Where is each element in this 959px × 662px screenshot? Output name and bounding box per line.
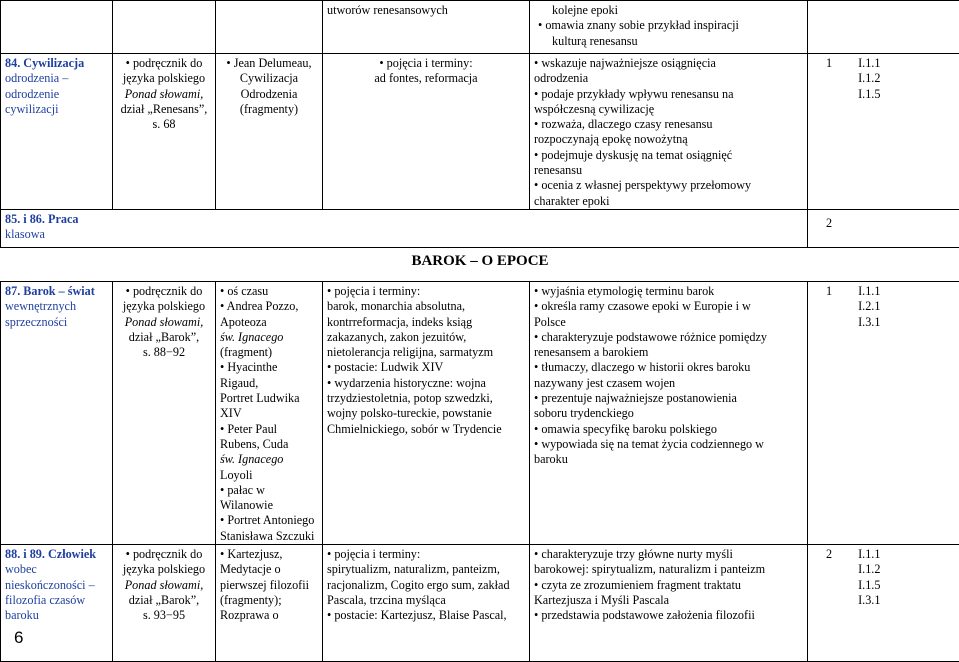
goals-line: • wyjaśnia etymologię terminu barok bbox=[534, 284, 803, 299]
section-row bbox=[1, 247, 959, 281]
goals-line: • wskazuje najważniejsze osiągnięcia bbox=[534, 56, 803, 71]
texts-line: św. Ignacego bbox=[220, 452, 318, 467]
table-row bbox=[1, 209, 959, 247]
textbook-line: języka polskiego bbox=[117, 562, 211, 577]
goals-cell bbox=[530, 54, 808, 210]
texts-cell bbox=[216, 1, 323, 54]
texts-line: • Peter Paul bbox=[220, 422, 318, 437]
textbook-line: Ponad słowami, bbox=[117, 87, 211, 102]
texts-line: Odrodzenia bbox=[220, 87, 318, 102]
goals-line: barokowej: spirytualizm, naturalizm i panteizm bbox=[534, 562, 803, 577]
texts-line: Apoteoza bbox=[220, 315, 318, 330]
table-row bbox=[1, 545, 959, 662]
lesson-title-line: sprzeczności bbox=[5, 315, 108, 330]
texts-line: • Portret Antoniego bbox=[220, 513, 318, 528]
goals-cell bbox=[530, 281, 808, 544]
section-title bbox=[1, 247, 959, 281]
terms-line: barok, monarchia absolutna, bbox=[327, 299, 525, 314]
texts-line: Rozprawa o bbox=[220, 608, 318, 623]
code-item: I.3.1 bbox=[858, 315, 880, 330]
terms-line: zakazanych, zakon jezuitów, bbox=[327, 330, 525, 345]
goals-line: • przedstawia podstawowe założenia filozofii bbox=[534, 608, 803, 623]
terms-cell bbox=[323, 1, 530, 54]
lesson-title-line: klasowa bbox=[5, 227, 109, 242]
lesson-title-line: cywilizacji bbox=[5, 102, 108, 117]
textbook-line: dział „Barok”, bbox=[117, 330, 211, 345]
terms-line: utworów renesansowych bbox=[327, 3, 525, 18]
lesson-title-line: 84. Cywilizacja bbox=[5, 56, 108, 71]
goals-line: kolejne epoki bbox=[552, 3, 803, 18]
texts-line: Portret Ludwika bbox=[220, 391, 318, 406]
goals-line: • charakteryzuje podstawowe różnice pomiędzy bbox=[534, 330, 803, 345]
lesson-cell bbox=[1, 1, 113, 54]
texts-cell bbox=[216, 545, 323, 662]
code-item: I.1.5 bbox=[858, 578, 880, 593]
goals-line: współczesną cywilizację bbox=[534, 102, 803, 117]
page-number: 6 bbox=[14, 630, 23, 645]
goals-line: • prezentuje najważniejsze postanowienia bbox=[534, 391, 803, 406]
lesson-title-line: 85. i 86. Praca bbox=[5, 212, 109, 227]
textbook-cell bbox=[113, 54, 216, 210]
texts-line: Rubens, Cuda bbox=[220, 437, 318, 452]
textbook-line: • podręcznik do bbox=[117, 284, 211, 299]
goals-line: Kartezjusza i Myśli Pascala bbox=[534, 593, 803, 608]
code-item: I.1.2 bbox=[858, 562, 880, 577]
textbook-line: s. 68 bbox=[117, 117, 211, 132]
textbook-line: Ponad słowami, bbox=[117, 315, 211, 330]
goals-line: charakter epoki bbox=[534, 194, 803, 209]
terms-line: • pojęcia i terminy: bbox=[327, 284, 525, 299]
terms-line: Pascala, trzcina myśląca bbox=[327, 593, 525, 608]
terms-line: • pojęcia i terminy: bbox=[327, 547, 525, 562]
lesson-cell bbox=[1, 209, 113, 247]
texts-line: • oś czasu bbox=[220, 284, 318, 299]
terms-line: kontrreformacja, indeks ksiąg bbox=[327, 315, 525, 330]
lesson-title-line: 88. i 89. Człowiek bbox=[5, 547, 108, 562]
goals-line: • charakteryzuje trzy główne nurty myśli bbox=[534, 547, 803, 562]
goals-line: • określa ramy czasowe epoki w Europie i w bbox=[534, 299, 803, 314]
code-item: I.1.5 bbox=[858, 87, 880, 102]
lesson-title-line: wewnętrznych bbox=[5, 299, 108, 314]
hours-codes-cell bbox=[808, 1, 959, 54]
goals-cell bbox=[530, 545, 808, 662]
terms-line: • postacie: Ludwik XIV bbox=[327, 360, 525, 375]
goals-line: • podaje przykłady wpływu renesansu na bbox=[534, 87, 803, 102]
textbook-line: języka polskiego bbox=[117, 71, 211, 86]
hours-value: 2 bbox=[826, 216, 832, 231]
goals-line: rozpoczynają epokę nowożytną bbox=[534, 132, 803, 147]
terms-line: nietolerancja religijna, sarmatyzm bbox=[327, 345, 525, 360]
hours-codes-cell bbox=[808, 281, 959, 544]
code-item: I.1.2 bbox=[858, 71, 880, 86]
terms-line: racjonalizm, Cogito ergo sum, zakład bbox=[327, 578, 525, 593]
goals-line: • wypowiada się na temat życia codziennego w bbox=[534, 437, 803, 452]
terms-line: ad fontes, reformacja bbox=[327, 71, 525, 86]
hours-codes-cell bbox=[808, 209, 959, 247]
goals-line: • czyta ze zrozumieniem fragment traktatu bbox=[534, 578, 803, 593]
hours-codes-cell bbox=[808, 545, 959, 662]
lesson-cell bbox=[1, 54, 113, 210]
hours-codes-cell bbox=[808, 54, 959, 210]
table-row bbox=[1, 281, 959, 544]
lesson-title-line: wobec bbox=[5, 562, 108, 577]
terms-line: spirytualizm, naturalizm, panteizm, bbox=[327, 562, 525, 577]
texts-cell bbox=[216, 54, 323, 210]
terms-line: wojny polsko-tureckie, powstanie bbox=[327, 406, 525, 421]
texts-line: • pałac w bbox=[220, 483, 318, 498]
terms-line: trzydziestoletnia, potop szwedzki, bbox=[327, 391, 525, 406]
code-item: I.3.1 bbox=[858, 593, 880, 608]
goals-line: • rozważa, dlaczego czasy renesansu bbox=[534, 117, 803, 132]
lesson-title-line: filozofia czasów bbox=[5, 593, 108, 608]
texts-line: św. Ignacego bbox=[220, 330, 318, 345]
goals-line: renesansem a barokiem bbox=[534, 345, 803, 360]
texts-line: • Kartezjusz, bbox=[220, 547, 318, 562]
texts-line: (fragment) bbox=[220, 345, 318, 360]
goals-line: baroku bbox=[534, 452, 803, 467]
goals-line: renesansu bbox=[534, 163, 803, 178]
textbook-line: Ponad słowami, bbox=[117, 578, 211, 593]
texts-line: Stanisława Szczuki bbox=[220, 529, 318, 544]
textbook-line: dział „Renesans”, bbox=[117, 102, 211, 117]
goals-line: • ocenia z własnej perspektywy przełomowy bbox=[534, 178, 803, 193]
textbook-line: dział „Barok”, bbox=[117, 593, 211, 608]
texts-line: (fragmenty) bbox=[220, 102, 318, 117]
texts-line: XIV bbox=[220, 406, 318, 421]
hours-value: 2 bbox=[826, 547, 832, 608]
textbook-line: • podręcznik do bbox=[117, 56, 211, 71]
code-item: I.1.1 bbox=[858, 284, 880, 299]
texts-line: • Andrea Pozzo, bbox=[220, 299, 318, 314]
goals-line: Polsce bbox=[534, 315, 803, 330]
goals-line: odrodzenia bbox=[534, 71, 803, 86]
texts-line: Rigaud, bbox=[220, 376, 318, 391]
goals-line: nazywany jest czasem wojen bbox=[534, 376, 803, 391]
textbook-line: s. 93−95 bbox=[117, 608, 211, 623]
textbook-line: s. 88−92 bbox=[117, 345, 211, 360]
terms-cell bbox=[323, 54, 530, 210]
terms-cell bbox=[323, 281, 530, 544]
goals-cell bbox=[530, 1, 808, 54]
textbook-cell bbox=[113, 545, 216, 662]
terms-line: Chmielnickiego, sobór w Trydencie bbox=[327, 422, 525, 437]
empty-span-cell bbox=[113, 209, 808, 247]
texts-line: pierwszej filozofii bbox=[220, 578, 318, 593]
terms-line: • pojęcia i terminy: bbox=[327, 56, 525, 71]
table-row bbox=[1, 54, 959, 210]
lesson-title-line: 87. Barok – świat bbox=[5, 284, 108, 299]
texts-line: Medytacje o bbox=[220, 562, 318, 577]
goals-line: • podejmuje dyskusję na temat osiągnięć bbox=[534, 148, 803, 163]
lesson-title-line: odrodzenia – bbox=[5, 71, 108, 86]
texts-line: Cywilizacja bbox=[220, 71, 318, 86]
textbook-cell bbox=[113, 281, 216, 544]
code-item: I.1.1 bbox=[858, 547, 880, 562]
table-row bbox=[1, 1, 959, 54]
textbook-line: języka polskiego bbox=[117, 299, 211, 314]
goals-line: • tłumaczy, dlaczego w historii okres baroku bbox=[534, 360, 803, 375]
terms-cell bbox=[323, 545, 530, 662]
lesson-title-line: odrodzenie bbox=[5, 87, 108, 102]
goals-line: soboru trydenckiego bbox=[534, 406, 803, 421]
terms-line: • postacie: Kartezjusz, Blaise Pascal, bbox=[327, 608, 525, 623]
section-title-text: BAROK – O EPOCE bbox=[411, 253, 548, 269]
terms-line: • wydarzenia historyczne: wojna bbox=[327, 376, 525, 391]
hours-value: 1 bbox=[826, 56, 832, 102]
lesson-title-line: baroku bbox=[5, 608, 108, 623]
texts-line: • Jean Delumeau, bbox=[220, 56, 318, 71]
goals-line: kulturą renesansu bbox=[552, 34, 803, 49]
goals-line: • omawia specyfikę baroku polskiego bbox=[534, 422, 803, 437]
textbook-line: • podręcznik do bbox=[117, 547, 211, 562]
code-item: I.2.1 bbox=[858, 299, 880, 314]
texts-line: (fragmenty); bbox=[220, 593, 318, 608]
goals-line: • omawia znany sobie przykład inspiracji bbox=[538, 18, 803, 33]
textbook-cell bbox=[113, 1, 216, 54]
texts-cell bbox=[216, 281, 323, 544]
lesson-title-line: nieskończoności – bbox=[5, 578, 108, 593]
texts-line: Wilanowie bbox=[220, 498, 318, 513]
hours-value: 1 bbox=[826, 284, 832, 330]
lesson-cell bbox=[1, 281, 113, 544]
texts-line: Loyoli bbox=[220, 468, 318, 483]
texts-line: • Hyacinthe bbox=[220, 360, 318, 375]
code-item: I.1.1 bbox=[858, 56, 880, 71]
